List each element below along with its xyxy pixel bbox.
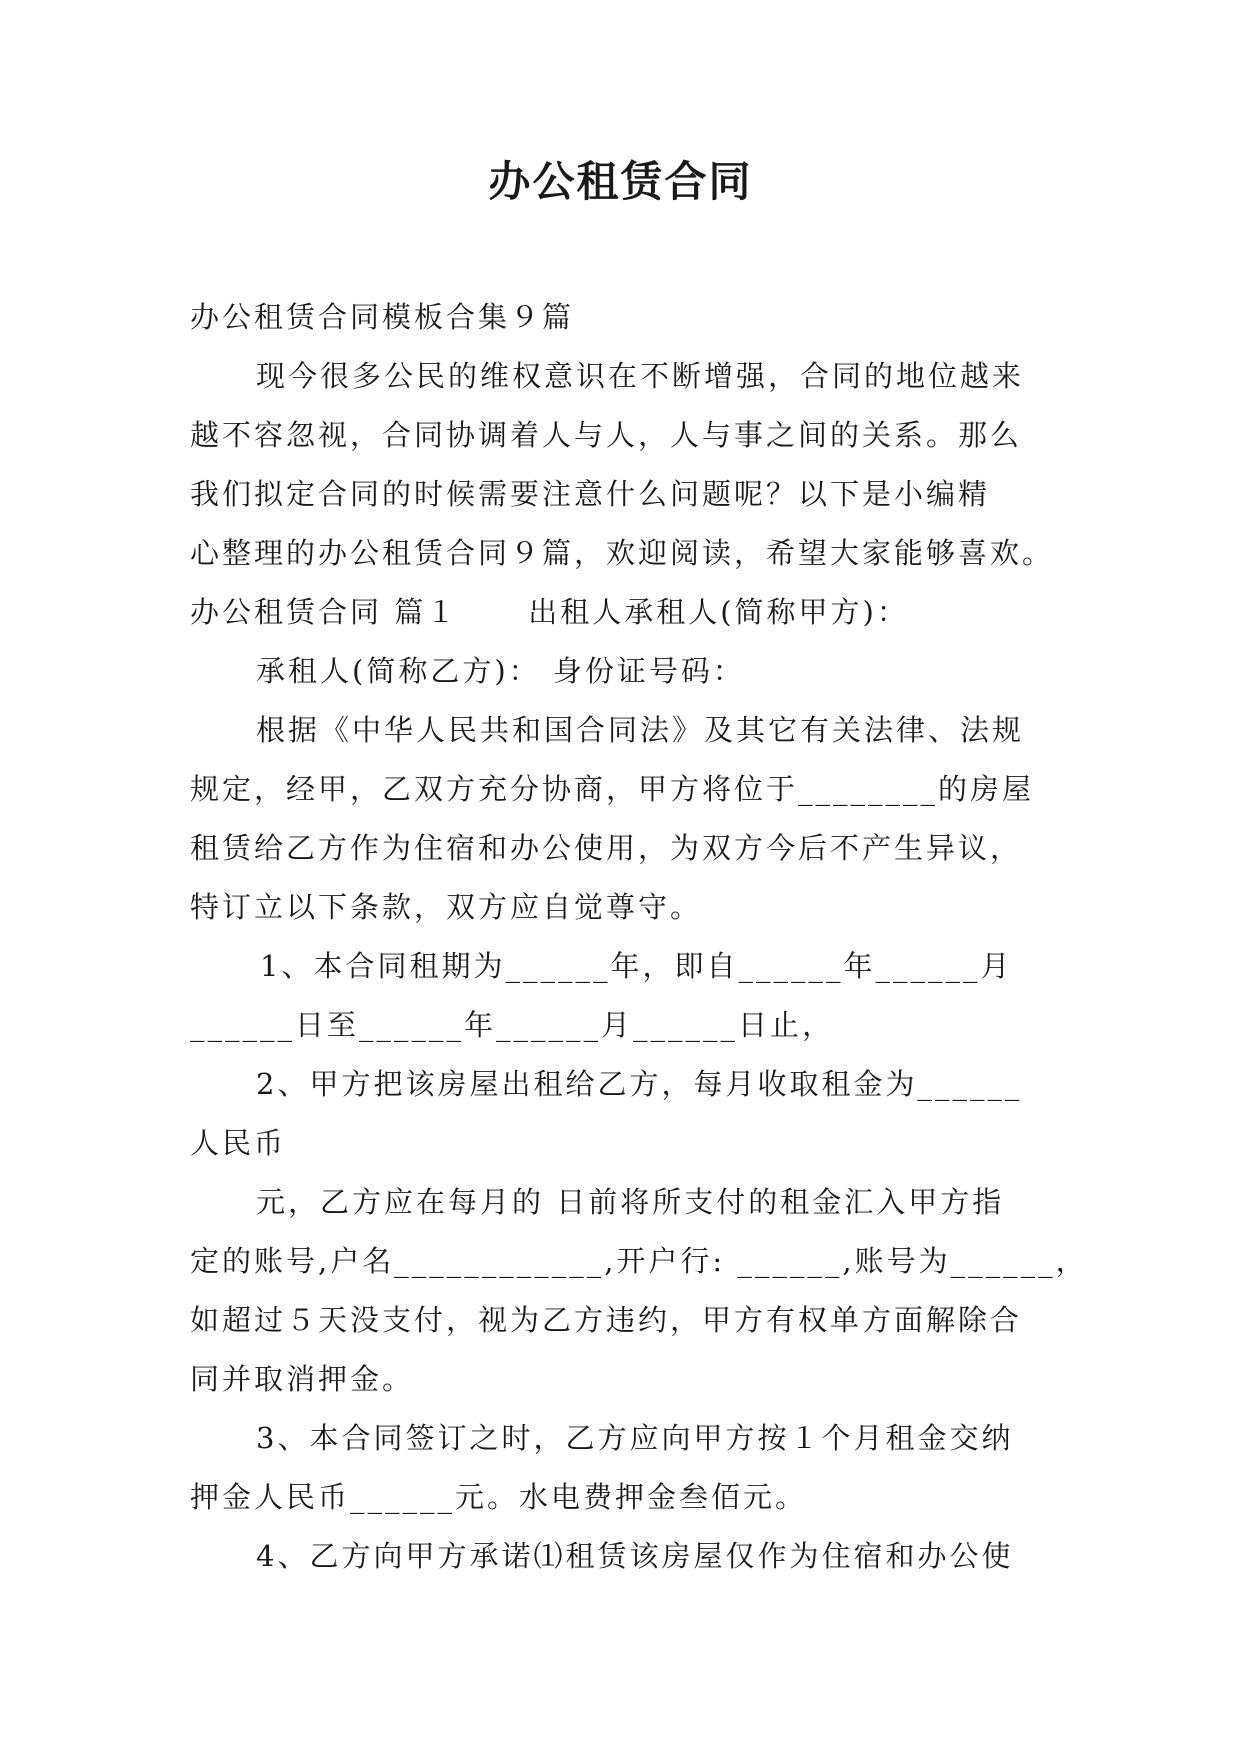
paragraph-line: 承租人(简称乙方)： 身份证号码：	[256, 654, 745, 688]
clause-line: ______日至______年______月______日止，	[190, 1008, 835, 1042]
paragraph-line: 现今很多公民的维权意识在不断增强，合同的地位越来	[256, 359, 1025, 393]
paragraph-line: 我们拟定合同的时候需要注意什么问题呢？以下是小编精	[190, 477, 991, 511]
clause-line: 2、甲方把该房屋出租给乙方，每月收取租金为______	[256, 1067, 1023, 1101]
lessor-label: 出租人承租人(简称甲方)：	[528, 595, 909, 629]
clause-line: 押金人民币______元。水电费押金叁佰元。	[190, 1480, 808, 1514]
paragraph-line: 根据《中华人民共和国合同法》及其它有关法律、法规	[256, 713, 1025, 747]
clause-line: 人民币	[190, 1126, 287, 1160]
subtitle-line: 办公租赁合同模板合集９篇	[190, 300, 575, 334]
clause-line: 如超过５天没支付，视为乙方违约，甲方有权单方面解除合	[190, 1303, 1023, 1337]
section-heading-line	[190, 583, 1052, 642]
paragraph-line: 特订立以下条款，双方应自觉尊守。	[190, 890, 703, 924]
section-heading: 办公租赁合同 篇１	[190, 595, 459, 629]
clause-line: 1、本合同租期为______年，即自______年______月	[260, 949, 1013, 983]
clause-line: 元，乙方应在每月的 日前将所支付的租金汇入甲方指	[256, 1185, 1005, 1219]
paragraph-line: 租赁给乙方作为住宿和办公使用，为双方今后不产生异议，	[190, 831, 1023, 865]
document-title: 办公租赁合同	[488, 157, 753, 206]
clause-line: 4、乙方向甲方承诺⑴租赁该房屋仅作为住宿和办公使	[256, 1539, 1014, 1573]
paragraph-line: 规定，经甲，乙双方充分协商，甲方将位于________的房屋	[190, 772, 1035, 806]
clause-line: 3、本合同签订之时，乙方应向甲方按１个月租金交纳	[256, 1421, 1014, 1455]
paragraph-line: 越不容忽视，合同协调着人与人，人与事之间的关系。那么	[190, 418, 1023, 452]
clause-line: 定的账号,户名____________,开户行: ______,账号为______，	[190, 1244, 1088, 1278]
paragraph-line: 心整理的办公租赁合同９篇，欢迎阅读，希望大家能够喜欢。	[190, 536, 1055, 570]
clause-line: 同并取消押金。	[190, 1362, 415, 1396]
document-body	[190, 288, 1088, 1586]
